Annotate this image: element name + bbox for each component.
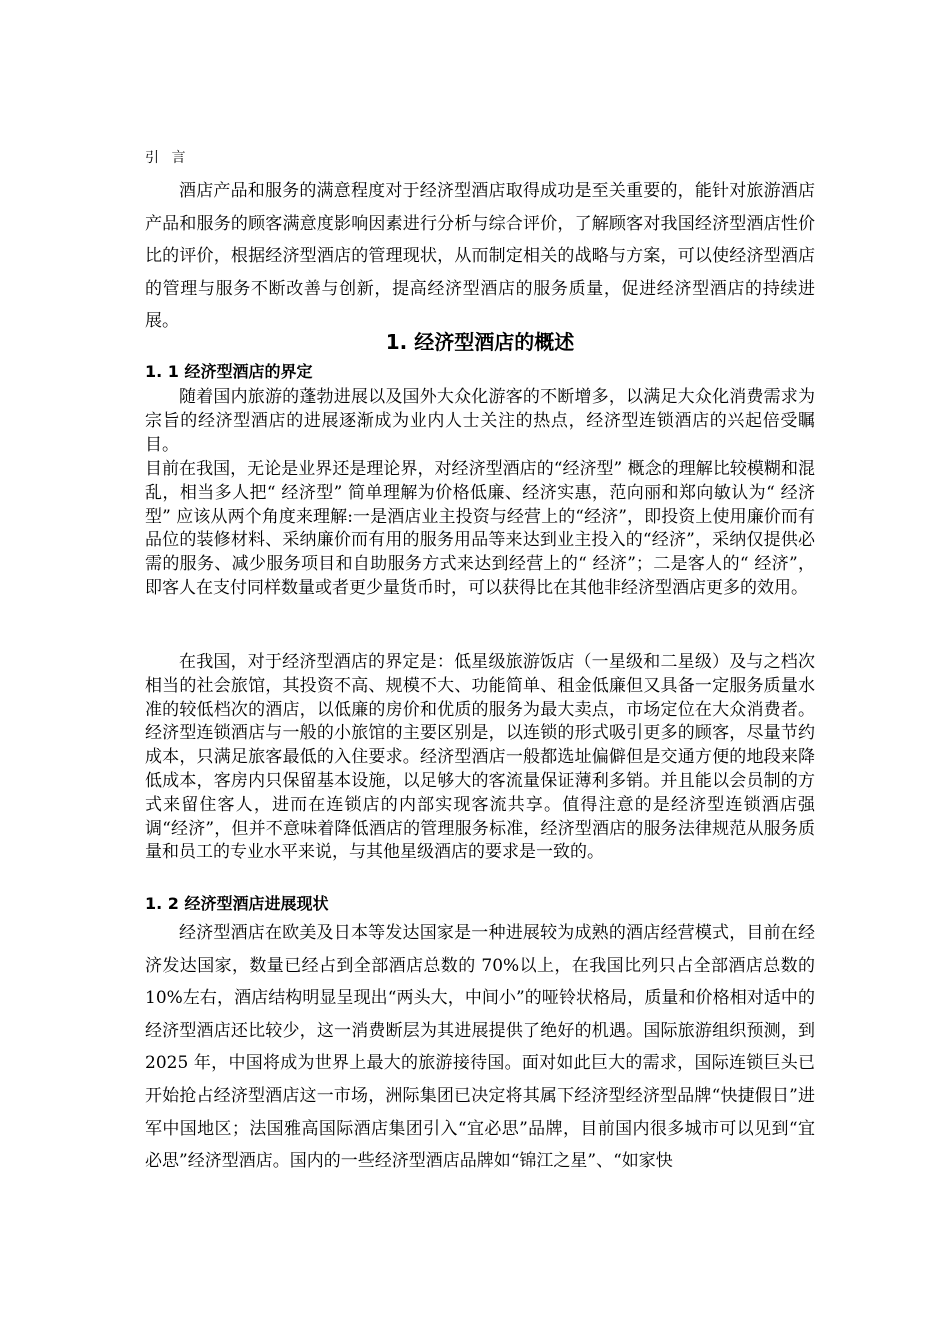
section-1-1-paragraph-3: 在我国，对于经济型酒店的界定是：低星级旅游饭店（一星级和二星级）及与之档次相当的社会旅馆，其投资不高、规模不大、功能简单、租金低廉但又具备一定服务质量水准的较低档次的酒店，以低廉的房价和优质的服务为最大卖点，市场定位在大众消费者。经济型连锁酒店与一般的小旅馆的主要区别是，以连锁的形式吸引更多的顾客，尽量节约成本，只满足旅客最低的入住要求。经济型酒店一般都选址偏僻但是交通方便的地段来降低成本，客房内只保留基本设施，以足够大的客流量保证薄利多销。并且能以会员制的方式来留住客人，进而在连锁店的内部实现客流共享。值得注意的是经济型连锁酒店强调“经济”，但并不意味着降低酒店的管理服务标准，经济型酒店的服务法律规范从服务质量和员工的专业水平来说，与其他星级酒店的要求是一致的。 bbox=[145, 652, 815, 863]
section-heading-1-2: 1. 2 经济型酒店进展现状 bbox=[145, 894, 329, 913]
chapter-title: 1. 经济型酒店的概述 bbox=[385, 330, 575, 354]
section-heading-1-1: 1. 1 经济型酒店的界定 bbox=[145, 362, 313, 381]
section-1-2-paragraph: 经济型酒店在欧美及日本等发达国家是一种进展较为成熟的酒店经营模式，目前在经济发达国家，数量已经占到全部酒店总数的 70%以上，在我国比列只占全部酒店总数的 10%左右，酒店结构明显呈现出“两头大，中间小”的哑铃状格局，质量和价格相对适中的经济型酒店还比较少，这一消费断层为其进展提供了绝好的机遇。国际旅游组织预测，到 2025 年，中国将成为世界上最大的旅游接待国。面对如此巨大的需求，国际连锁巨头已开始抢占经济型酒店这一市场，洲际集团已决定将其属下经济型经济型品牌“快捷假日”进军中国地区；法国雅高国际酒店集团引入“宜必思”品牌，目前国内很多城市可以见到“宜必思”经济型酒店。国内的一些经济型酒店品牌如“锦江之星”、“如家快 bbox=[145, 923, 815, 1172]
section-1-1-paragraph-1: 随着国内旅游的蓬勃进展以及国外大众化游客的不断增多，以满足大众化消费需求为宗旨的经济型酒店的进展逐渐成为业内人士关注的热点，经济型连锁酒店的兴起倍受瞩目。 bbox=[145, 387, 815, 455]
intro-paragraph: 酒店产品和服务的满意程度对于经济型酒店取得成功是至关重要的，能针对旅游酒店产品和服务的顾客满意度影响因素进行分析与综合评价，了解顾客对我国经济型酒店性价比的评价，根据经济型酒店的管理现状，从而制定相关的战略与方案，可以使经济型酒店的管理与服务不断改善与创新，提高经济型酒店的服务质量，促进经济型酒店的持续进展。 bbox=[145, 181, 815, 332]
section-1-1-paragraph-2: 目前在我国，无论是业界还是理论界，对经济型酒店的“经济型” 概念的理解比较模糊和混乱，相当多人把“ 经济型” 简单理解为价格低廉、经济实惠，范向丽和郑向敏认为“ 经济型” 应该从两个角度来理解:一是酒店业主投资与经营上的“经济”，即投资上使用廉价而有品位的装修材料、采纳廉价而有用的服务用品等来达到业主投入的“经济”，采纳仅提供必需的服务、减少服务项目和自助服务方式来达到经营上的“ 经济”；二是客人的“ 经济”，即客人在支付同样数量或者更少量货币时，可以获得比在其他非经济型酒店更多的效用。 bbox=[145, 459, 815, 598]
intro-label: 引 言 bbox=[145, 150, 190, 166]
